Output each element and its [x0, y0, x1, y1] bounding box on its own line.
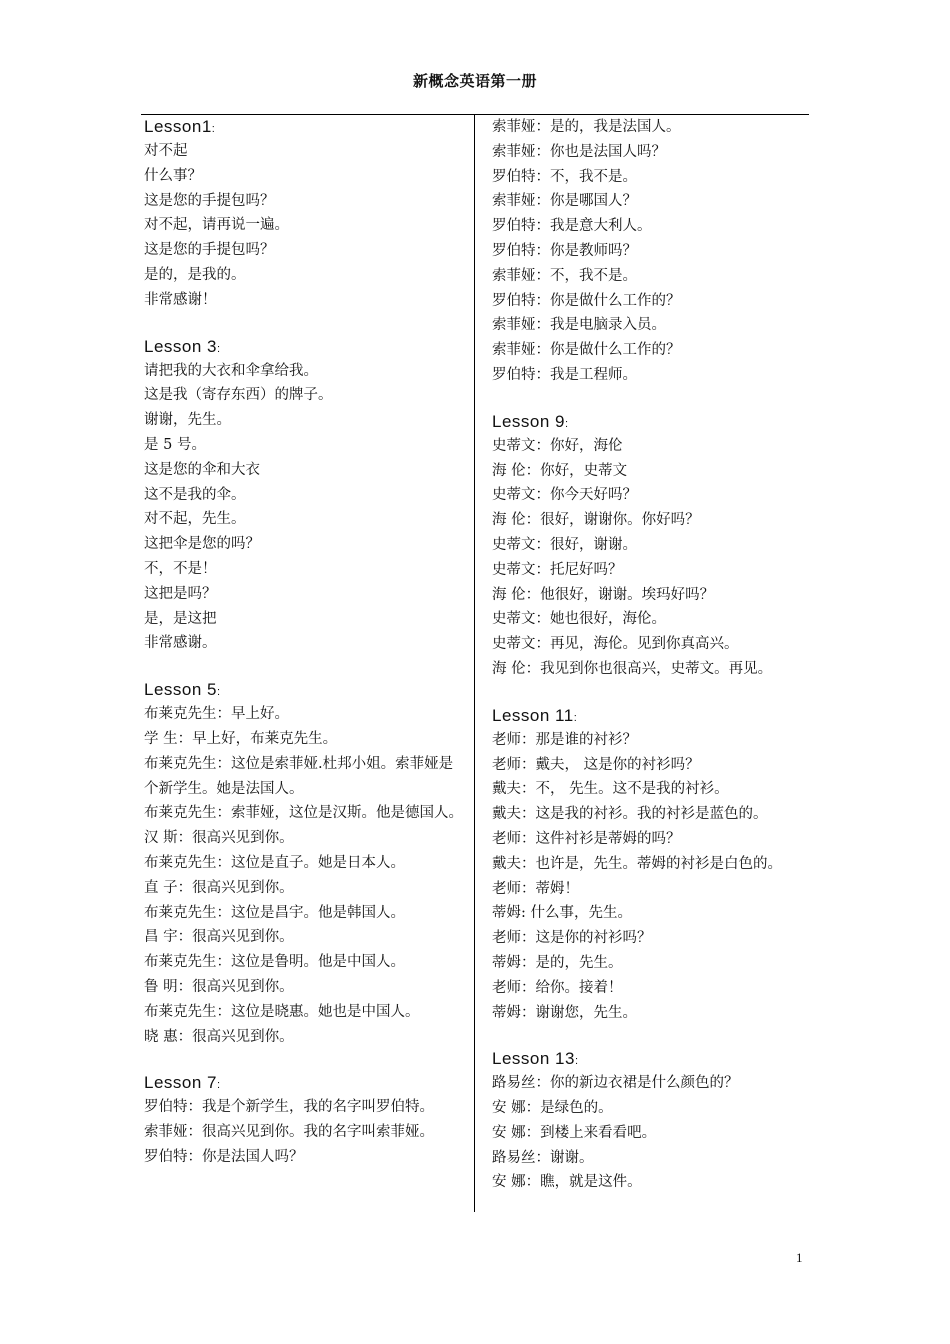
lesson-line: 索菲娅：我是电脑录入员。 — [492, 317, 666, 334]
lesson-line: 布莱克先生：这位是索菲娅.杜邦小姐。索菲娅是个新学生。她是法国人。 — [144, 755, 454, 797]
lesson-line: 晓 惠：很高兴见到你。 — [144, 1028, 294, 1045]
lesson-line: 史蒂文：她也很好，海伦。 — [492, 611, 666, 628]
lesson-line: 老师：戴夫， 这是你的衬衫吗？ — [492, 756, 700, 773]
page-number: 1 — [796, 1250, 803, 1265]
lesson-line: 这把是吗？ — [144, 585, 217, 602]
lesson-title: Lesson 3: — [144, 336, 221, 356]
lesson-line: 布莱克先生：这位是晓惠。她也是中国人。 — [144, 1003, 420, 1020]
lesson-line: 罗伯特：我是个新学生，我的名字叫罗伯特。 — [144, 1099, 434, 1116]
lesson-line: 索菲娅：不，我不是。 — [492, 267, 637, 284]
lesson-line: 史蒂文：很好，谢谢。 — [492, 536, 637, 553]
lesson-line: 安 娜：瞧，就是这件。 — [492, 1174, 642, 1191]
lesson-title: Lesson 9: — [492, 411, 569, 431]
lesson-line: 这不是我的伞。 — [144, 486, 246, 503]
lesson-line: 非常感谢。 — [144, 635, 217, 652]
lesson-line: 老师：那是谁的衬衫？ — [492, 731, 637, 748]
lesson-line: 老师：这件衬衫是蒂姆的吗？ — [492, 830, 681, 847]
lesson-line: 布莱克先生：这位是鲁明。他是中国人。 — [144, 954, 405, 971]
lesson-line: 海 伦：你好，史蒂文 — [492, 462, 628, 479]
lesson-title: Lesson 5: — [144, 680, 221, 700]
lesson-title: Lesson 11: — [492, 705, 578, 725]
lesson-line: 老师：蒂姆！ — [492, 880, 579, 897]
lesson-line: 罗伯特：我是意大利人。 — [492, 218, 652, 235]
lesson-line: 蒂姆: 什么事，先生。 — [492, 905, 632, 922]
lesson-line: 直 子：很高兴见到你。 — [144, 879, 294, 896]
lesson-line: 汉 斯：很高兴见到你。 — [144, 830, 294, 847]
lesson-line: 海 伦：我见到你也很高兴，史蒂文。再见。 — [492, 660, 773, 677]
lesson-line: 史蒂文：你今天好吗？ — [492, 487, 637, 504]
lesson-line: 索菲娅：你是做什么工作的？ — [492, 342, 681, 359]
lesson-title: Lesson 7: — [144, 1073, 221, 1093]
lesson-title: Lesson1: — [144, 117, 216, 136]
right-column — [492, 115, 812, 1195]
lesson-line: 索菲娅：你是哪国人？ — [492, 193, 637, 210]
lesson-line: 这把伞是您的吗？ — [144, 536, 260, 553]
lesson-line: 是，是这把 — [144, 610, 217, 627]
lesson-line: 布莱克先生：这位是昌宇。他是韩国人。 — [144, 904, 405, 921]
lesson-line: 请把我的大衣和伞拿给我。 — [144, 362, 318, 379]
lesson-line: 罗伯特：你是做什么工作的？ — [492, 292, 681, 309]
column-divider — [474, 114, 475, 1212]
lesson-line: 这是我（寄存东西）的牌子。 — [144, 387, 333, 404]
left-column — [144, 115, 466, 1170]
lesson-line: 学 生：早上好，布莱克先生。 — [144, 730, 338, 747]
lesson-line: 这是您的手提包吗？ — [144, 192, 275, 209]
lesson-title: Lesson 13: — [492, 1049, 579, 1069]
lesson-line: 蒂姆：是的，先生。 — [492, 954, 623, 971]
lesson-line: 罗伯特：你是法国人吗？ — [144, 1148, 304, 1165]
lesson-line: 蒂姆：谢谢您，先生。 — [492, 1004, 637, 1021]
lesson-line: 罗伯特：你是教师吗？ — [492, 242, 637, 259]
lesson-line: 路易丝：谢谢。 — [492, 1149, 594, 1166]
lesson-line: 史蒂文：再见，海伦。见到你真高兴。 — [492, 636, 739, 653]
lesson-line: 史蒂文：托尼好吗？ — [492, 561, 623, 578]
lesson-line: 这是您的伞和大衣 — [144, 461, 260, 478]
lesson-line: 路易丝：你的新边衣裙是什么颜色的？ — [492, 1075, 739, 1092]
lesson-line: 布莱克先生：索菲娅，这位是汉斯。他是德国人。 — [144, 805, 463, 822]
lesson-line: 戴夫：这是我的衬衫。我的衬衫是蓝色的。 — [492, 806, 768, 823]
lesson-line: 海 伦：他很好，谢谢。埃玛好吗？ — [492, 586, 715, 603]
lesson-line: 是 5 号。 — [144, 436, 206, 453]
lesson-line: 史蒂文：你好，海伦 — [492, 437, 623, 454]
lesson-line: 是的，是我的。 — [144, 266, 246, 283]
lesson-line: 安 娜：到楼上来看看吧。 — [492, 1124, 657, 1141]
lesson-line: 索菲娅：你也是法国人吗？ — [492, 143, 666, 160]
lesson-line: 鲁 明：很高兴见到你。 — [144, 978, 294, 995]
lesson-line: 昌 宇：很高兴见到你。 — [144, 929, 294, 946]
lesson-line: 罗伯特：我是工程师。 — [492, 366, 637, 383]
lesson-line: 这是您的手提包吗？ — [144, 242, 275, 259]
lesson-line: 罗伯特：不，我不是。 — [492, 168, 637, 185]
lesson-line: 海 伦：很好，谢谢你。你好吗？ — [492, 512, 700, 529]
lesson-line: 对不起，请再说一遍。 — [144, 217, 289, 234]
lesson-line: 老师：这是你的衬衫吗？ — [492, 930, 652, 947]
lesson-line: 安 娜：是绿色的。 — [492, 1100, 613, 1117]
lesson-line: 非常感谢！ — [144, 291, 217, 308]
lesson-line: 索菲娅：很高兴见到你。我的名字叫索菲娅。 — [144, 1124, 434, 1141]
lesson-line: 布莱克先生：这位是直子。她是日本人。 — [144, 854, 405, 871]
lesson-line: 戴夫：也许是，先生。蒂姆的衬衫是白色的。 — [492, 855, 782, 872]
lesson-line: 对不起 — [144, 143, 188, 159]
lesson-line: 谢谢，先生。 — [144, 412, 231, 429]
lesson-line: 索菲娅：是的，我是法国人。 — [492, 119, 681, 135]
lesson-line: 不，不是！ — [144, 560, 217, 577]
lesson-line: 什么事？ — [144, 167, 202, 184]
lesson-line: 布莱克先生：早上好。 — [144, 706, 289, 723]
page-title: 新概念英语第一册 — [412, 72, 537, 90]
lesson-line: 对不起，先生。 — [144, 511, 246, 528]
lesson-line: 戴夫：不， 先生。这不是我的衬衫。 — [492, 781, 729, 798]
lesson-line: 老师：给你。接着！ — [492, 979, 623, 996]
